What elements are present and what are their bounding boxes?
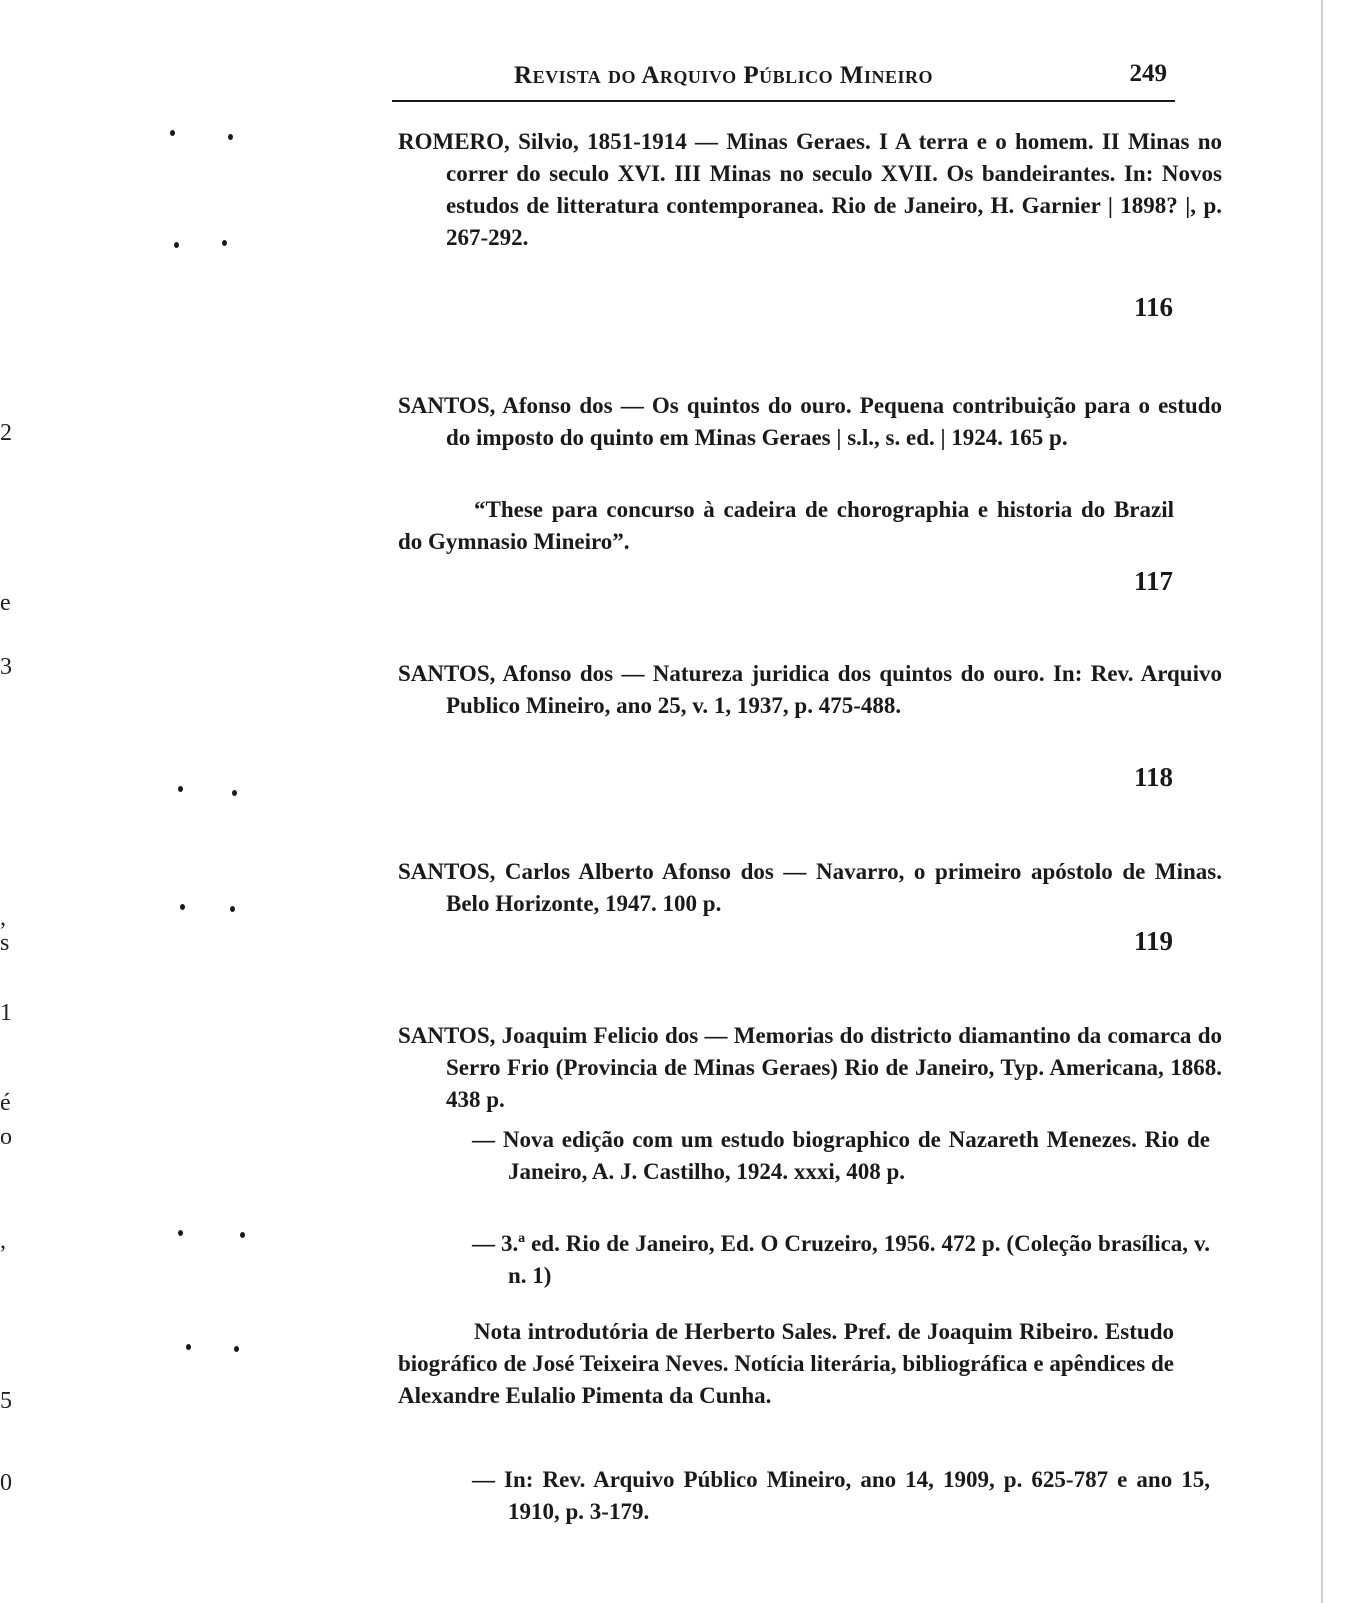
scan-mark (180, 904, 185, 910)
entry-santos-joaquim: SANTOS, Joaquim Felicio dos — Memorias do districto diamantino da comarca do Serro Frio (Provincia de Minas Geraes) Rio de Janeiro, Typ. Americana, 1868. 438 p. (398, 1023, 1222, 1112)
edition-note: — Nova edição com um estudo biographico de Nazareth Menezes. Rio de Janeiro, A. J. Castilho, 1924. xxxi, 408 p. (472, 1127, 1210, 1184)
scan-mark (228, 134, 233, 140)
scan-mark (178, 1230, 183, 1236)
entry-number: 118 (1133, 762, 1173, 792)
page-number: 249 (1129, 60, 1167, 87)
entry-note: Nota introdutória de Herberto Sales. Pref. de Joaquim Ribeiro. Estudo biográfico de José Teixeira Neves. Notícia literária, bibliográfica e apêndices de Alexandre Eulalio Pimenta da Cunha. (398, 1319, 1174, 1408)
edge-char: 0 (0, 1470, 12, 1496)
edge-char: 3 (0, 654, 12, 680)
entry-number: 117 (1133, 566, 1173, 596)
scan-mark (234, 1346, 239, 1352)
scan-mark (222, 240, 227, 246)
edge-char: o (0, 1124, 12, 1150)
scan-mark (178, 786, 183, 792)
entry-santos-carlos: SANTOS, Carlos Alberto Afonso dos — Navarro, o primeiro apóstolo de Minas. Belo Horizonte, 1947. 100 p. (398, 859, 1222, 916)
entry-romero: ROMERO, Silvio, 1851-1914 — Minas Geraes. I A terra e o homem. II Minas no correr do seculo XVI. III Minas no seculo XVII. Os bandeirantes. In: Novos estudos de litteratura contemporanea. Rio de Janeiro, H. Garnier | 1898? |, p. 267-292. (398, 129, 1222, 250)
edition-note: — In: Rev. Arquivo Público Mineiro, ano 14, 1909, p. 625-787 e ano 15, 1910, p. 3-179. (472, 1467, 1210, 1524)
running-head (392, 60, 1175, 102)
edge-char: , (0, 1228, 6, 1254)
entry-santos-afonso-natureza: SANTOS, Afonso dos — Natureza juridica dos quintos do ouro. In: Rev. Arquivo Publico Mineiro, ano 25, v. 1, 1937, p. 475-488. (398, 661, 1222, 718)
scan-mark (230, 906, 235, 912)
edge-char: 1 (0, 1000, 12, 1026)
scan-mark (232, 790, 237, 796)
edge-char: é (0, 1090, 11, 1116)
entry-number: 116 (1133, 292, 1173, 322)
edge-char: 5 (0, 1388, 12, 1414)
scan-mark (174, 242, 179, 248)
edge-char: 2 (0, 420, 12, 446)
entry-note: “These para concurso à cadeira de chorographia e historia do Brazil do Gymnasio Mineiro”. (398, 497, 1174, 554)
edge-char: s (0, 930, 10, 956)
scan-mark (186, 1344, 191, 1350)
scan-mark (170, 130, 175, 136)
edge-char: , (0, 905, 6, 931)
journal-title: Revista do Arquivo Público Mineiro (514, 62, 933, 89)
entry-santos-afonso-quintos: SANTOS, Afonso dos — Os quintos do ouro. Pequena contribuição para o estudo do imposto do quinto em Minas Geraes | s.l., s. ed. | 1924. 165 p. (398, 393, 1222, 450)
scan-mark (240, 1232, 245, 1238)
edition-note: — 3.ª ed. Rio de Janeiro, Ed. O Cruzeiro, 1956. 472 p. (Coleção brasílica, v. n. 1) (472, 1231, 1210, 1288)
page-edge-line (1321, 0, 1323, 1603)
edge-char: e (0, 590, 11, 616)
entry-number: 119 (1133, 926, 1173, 956)
